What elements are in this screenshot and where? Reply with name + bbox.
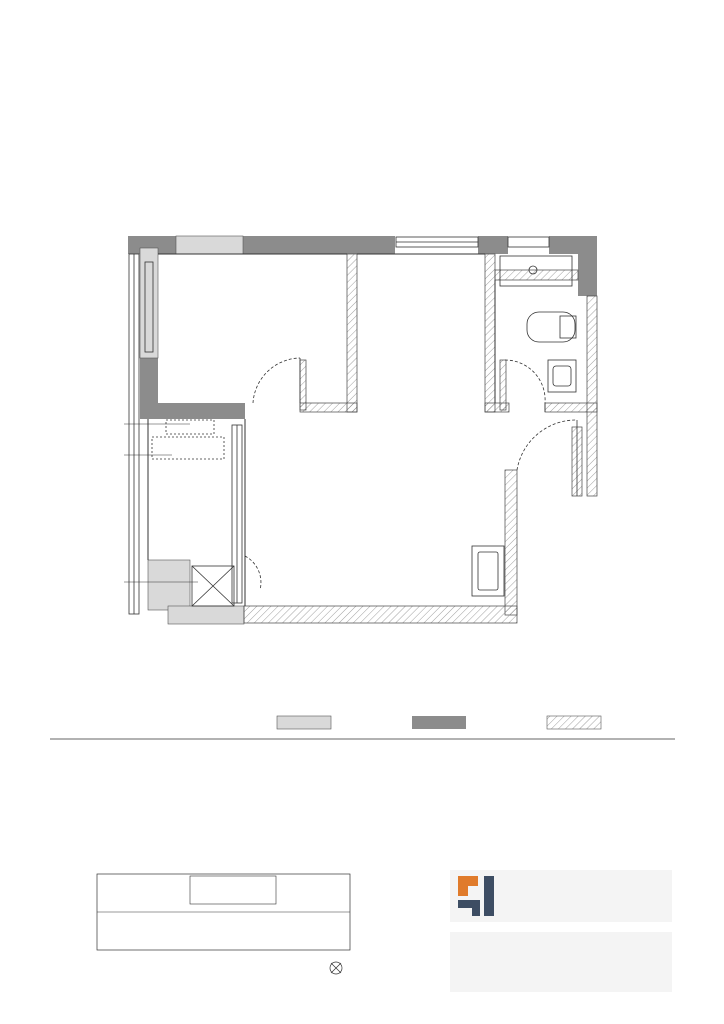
outline xyxy=(148,254,495,606)
gadens-logo xyxy=(450,870,672,922)
legend-swatch-alvenaria xyxy=(412,716,466,729)
keyplan xyxy=(97,874,350,974)
doors xyxy=(245,358,577,590)
legend-swatch-drywall xyxy=(547,716,601,729)
walls-drywall xyxy=(244,254,597,623)
legend-swatch-estrutural xyxy=(277,716,331,729)
core-faivre-logo xyxy=(450,932,672,992)
annotation-leaders xyxy=(124,424,198,582)
